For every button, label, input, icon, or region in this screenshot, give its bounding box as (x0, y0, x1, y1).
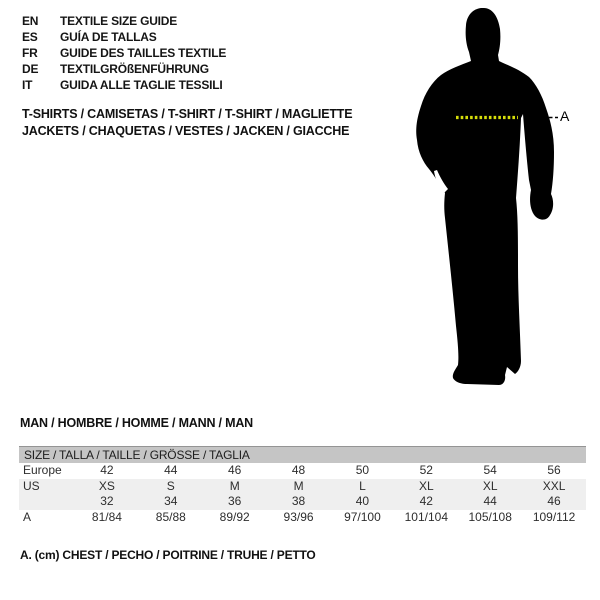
table-row-chest (19, 510, 586, 526)
table-row-us-letters (19, 479, 586, 495)
language-label: TEXTILGRÖßENFÜHRUNG (60, 62, 209, 76)
size-cell: L (359, 478, 366, 493)
size-cell: 34 (164, 494, 178, 508)
footnote-chest-legend: A. (cm) CHEST / PECHO / POITRINE / TRUHE / PETTO (20, 548, 316, 562)
category-tshirts: T-SHIRTS / CAMISETAS / T-SHIRT / T-SHIRT / MAGLIETTE (22, 107, 353, 121)
size-cell: 109/112 (532, 509, 576, 524)
language-code: DE (22, 62, 39, 76)
size-cell: 42 (419, 494, 433, 508)
size-cell: XS (98, 478, 115, 493)
language-code: FR (22, 46, 38, 60)
language-row (22, 77, 226, 93)
size-cell: 54 (483, 463, 497, 477)
size-cell: 81/84 (91, 509, 122, 524)
size-cell: 36 (228, 494, 242, 508)
size-cell: 93/96 (283, 509, 314, 524)
row-label: Europe (23, 463, 62, 477)
category-jackets: JACKETS / CHAQUETAS / VESTES / JACKEN / GIACCHE (22, 124, 350, 138)
language-code: IT (22, 78, 33, 92)
section-title-man: MAN / HOMBRE / HOMME / MANN / MAN (20, 416, 253, 430)
size-cell: M (293, 478, 304, 493)
language-list (22, 13, 226, 93)
size-cell: 50 (355, 463, 370, 477)
man-silhouette (416, 8, 554, 385)
table-row-europe (19, 463, 586, 479)
language-row (22, 13, 226, 29)
language-label: TEXTILE SIZE GUIDE (60, 14, 178, 28)
size-cell: 48 (291, 463, 306, 477)
size-cell: XXL (542, 478, 566, 493)
table-header: SIZE / TALLA / TAILLE / GRÖSSE / TAGLIA (19, 446, 586, 463)
language-row (22, 61, 226, 77)
category-list (22, 106, 352, 140)
row-label: US (23, 478, 40, 493)
size-cell: XL (418, 478, 434, 493)
size-cell: 89/92 (219, 509, 250, 524)
size-cell: 44 (164, 463, 178, 477)
size-cell: 42 (100, 463, 114, 477)
size-cell: 85/88 (155, 509, 186, 524)
row-label: A (23, 509, 32, 524)
size-cell: 32 (100, 494, 114, 508)
size-table (19, 446, 586, 525)
table-row-us-numbers (19, 494, 586, 510)
size-cell: 38 (291, 494, 306, 508)
size-cell: 52 (419, 463, 433, 477)
language-label: GUIDA ALLE TAGLIE TESSILI (60, 78, 223, 92)
language-row (22, 29, 226, 45)
language-label: GUIDE DES TAILLES TEXTILE (60, 46, 227, 60)
size-cell: 44 (483, 494, 497, 508)
size-cell: 40 (355, 494, 370, 508)
size-cell: 46 (228, 463, 242, 477)
size-cell: 56 (547, 463, 561, 477)
measure-label-a: A (560, 108, 570, 124)
size-cell: XL (482, 478, 498, 493)
size-cell: M (229, 478, 240, 493)
size-cell: 101/104 (404, 509, 448, 524)
size-cell: 105/108 (468, 509, 512, 524)
size-cell: 97/100 (344, 509, 381, 524)
language-label: GUÍA DE TALLAS (60, 30, 157, 44)
language-row (22, 45, 226, 61)
size-cell: S (166, 478, 175, 493)
row-label (19, 494, 75, 510)
language-code: EN (22, 14, 39, 28)
man-silhouette-figure (410, 5, 570, 390)
size-cell: 46 (547, 494, 561, 508)
language-code: ES (22, 30, 38, 44)
